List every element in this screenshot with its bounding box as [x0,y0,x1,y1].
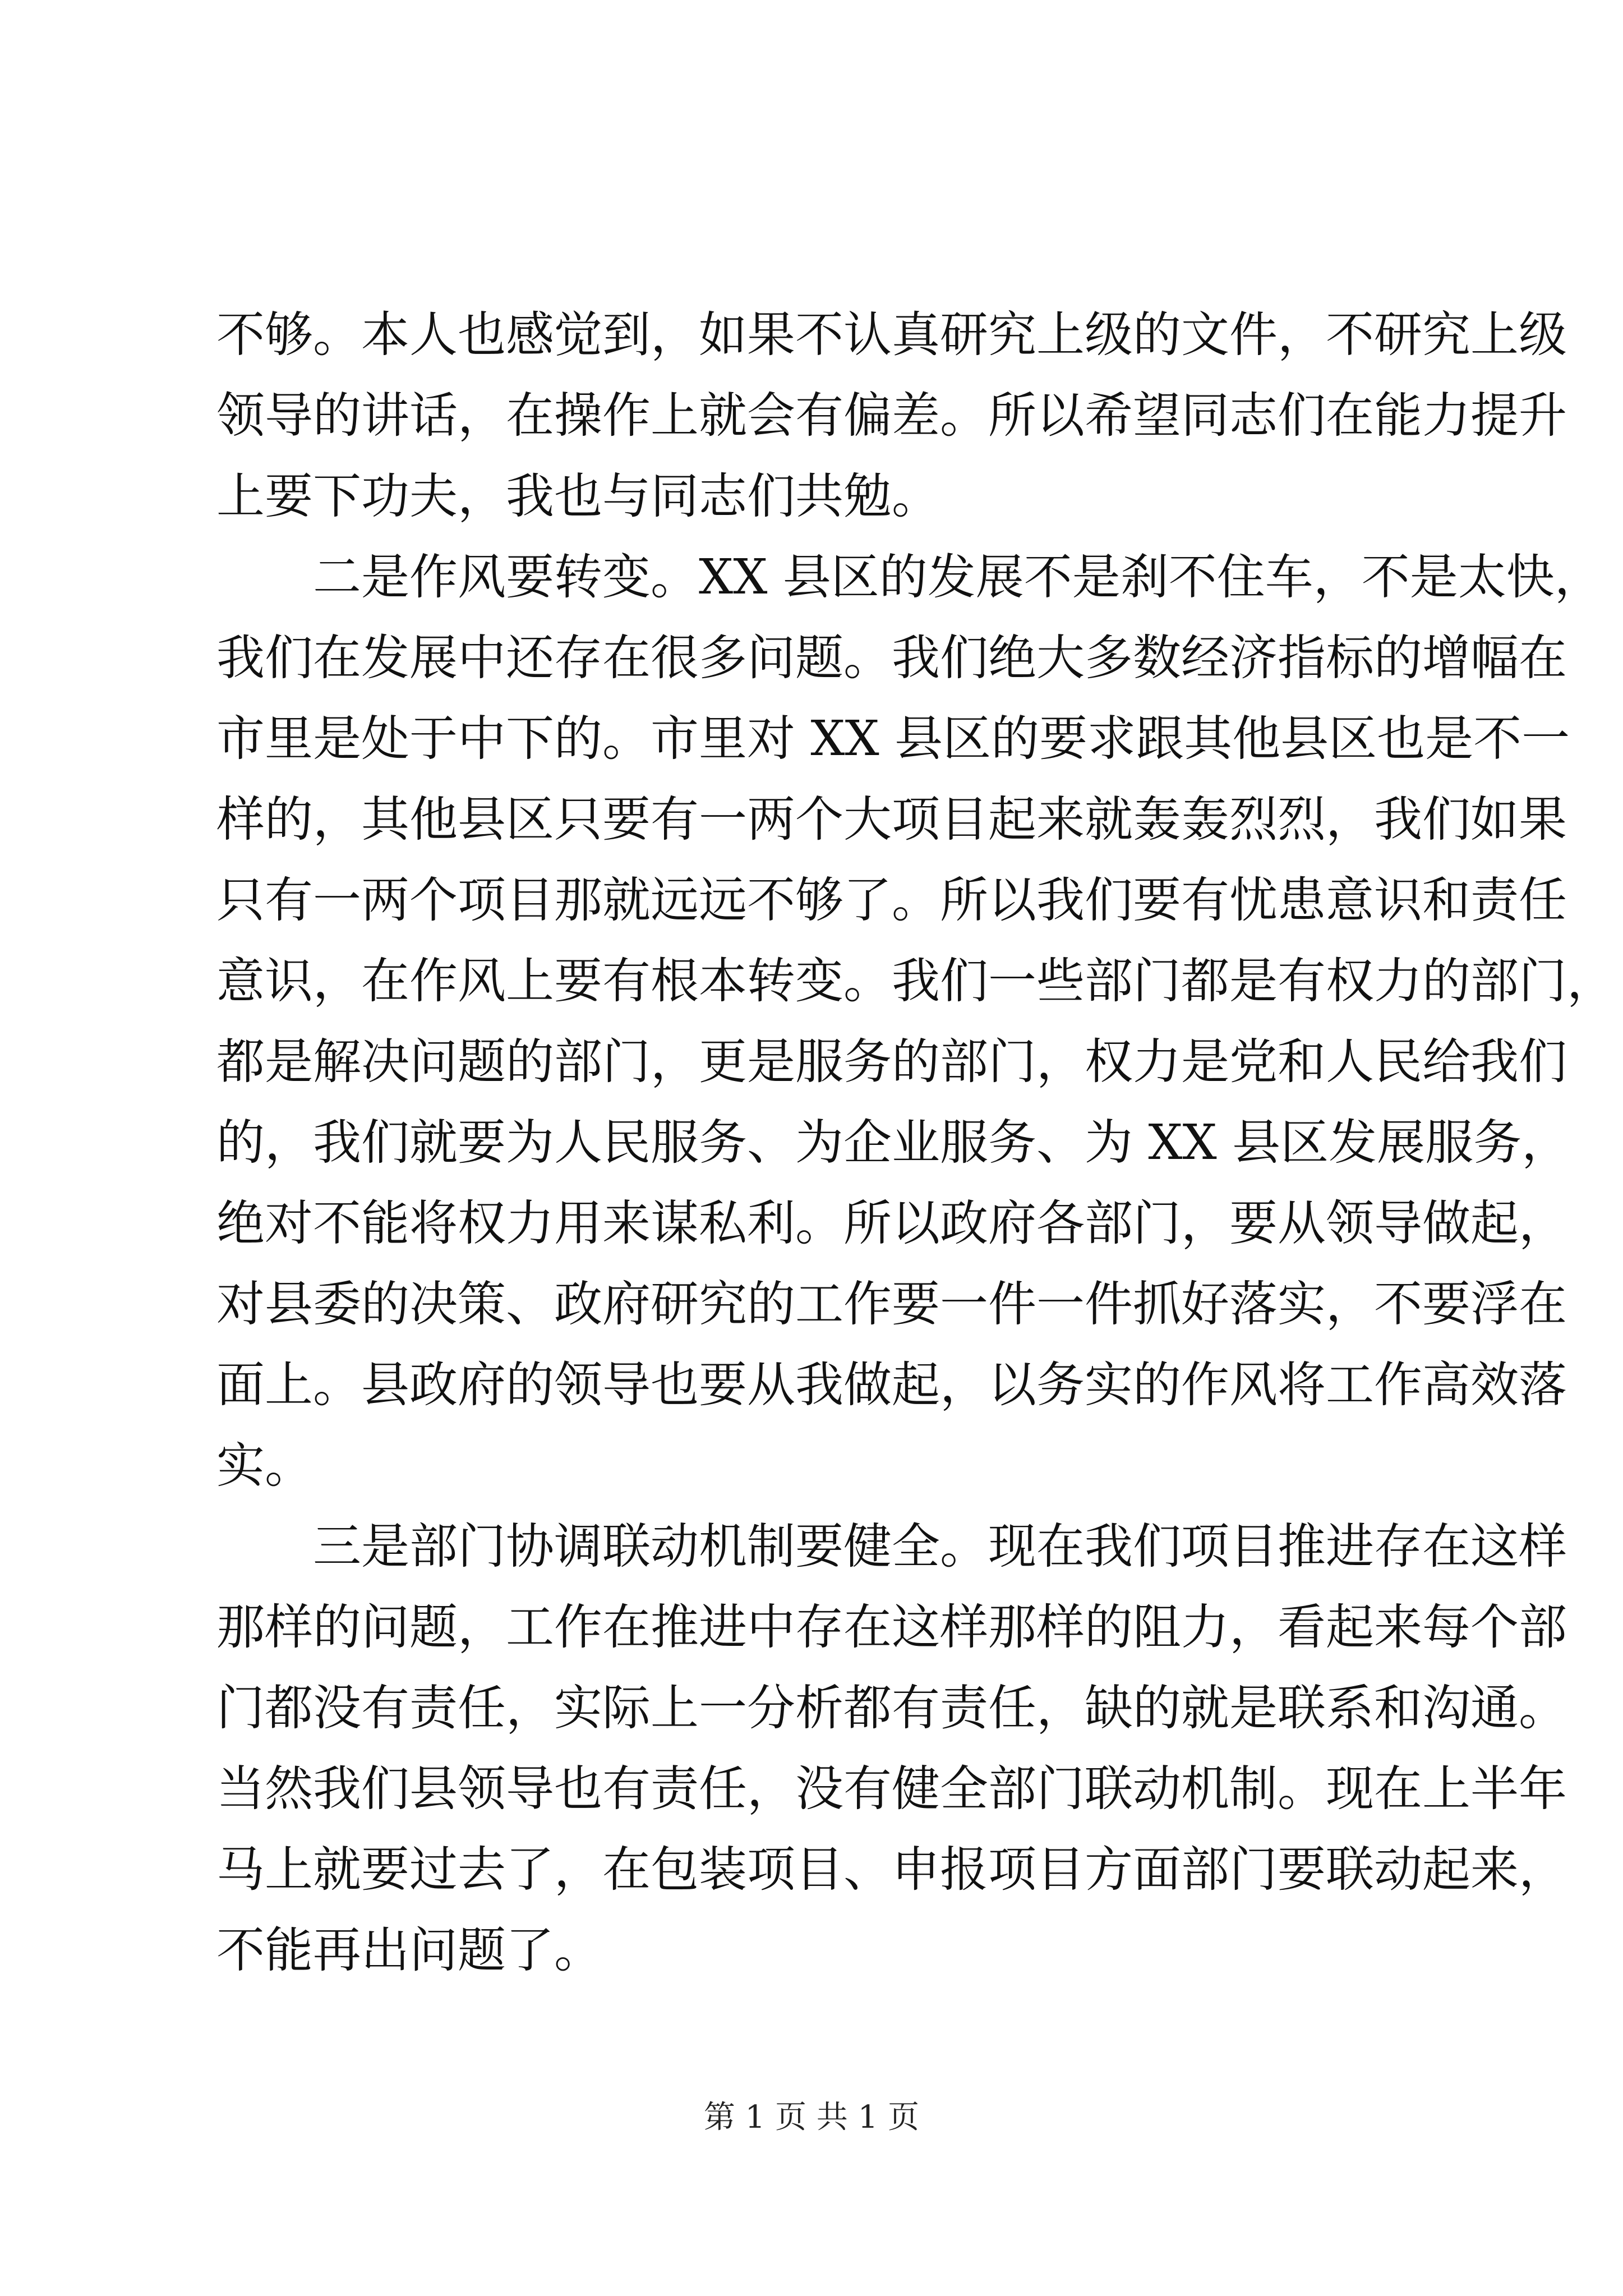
text-line: 不够。本人也感觉到，如果不认真研究上级的文件，不研究上级 [216,307,1567,363]
text-line: 样的，其他县区只要有一两个大项目起来就轰轰烈烈，我们如果 [216,792,1567,848]
text-line: 那样的问题，工作在推进中存在这样那样的阻力，看起来每个部 [216,1599,1567,1655]
text-line: 不能再出问题了。 [216,1922,602,1978]
text-line: 马上就要过去了，在包装项目、申报项目方面部门要联动起来， [216,1842,1567,1898]
text-line: 我们在发展中还存在很多问题。我们绝大多数经济指标的增幅在 [216,630,1567,686]
text-line: 都是解决问题的部门，更是服务的部门，权力是党和人民给我们 [216,1034,1567,1090]
text-line: 二是作风要转变。XX 县区的发展不是刹不住车，不是太快， [313,549,1603,605]
text-line: 领导的讲话，在操作上就会有偏差。所以希望同志们在能力提升 [216,388,1567,444]
text-line: 上要下功夫，我也与同志们共勉。 [216,468,940,524]
text-line: 只有一两个项目那就远远不够了。所以我们要有忧患意识和责任 [216,872,1567,928]
text-line: 实。 [216,1438,313,1494]
page-footer: 第 1 页 共 1 页 [703,2099,920,2136]
text-line: 对县委的决策、政府研究的工作要一件一件抓好落实，不要浮在 [216,1276,1567,1332]
text-line: 三是部门协调联动机制要健全。现在我们项目推进存在这样 [313,1519,1567,1575]
text-line: 面上。县政府的领导也要从我做起，以务实的作风将工作高效落 [216,1357,1567,1413]
text-line: 市里是处于中下的。市里对 XX 县区的要求跟其他县区也是不一 [216,711,1570,767]
text-line: 绝对不能将权力用来谋私利。所以政府各部门，要从领导做起， [216,1195,1567,1251]
body-text [216,295,1615,1991]
text-line: 门都没有责任，实际上一分析都有责任，缺的就是联系和沟通。 [216,1680,1567,1736]
text-line: 的，我们就要为人民服务、为企业服务、为 XX 县区发展服务， [216,1115,1570,1171]
text-line: 意识，在作风上要有根本转变。我们一些部门都是有权力的部门， [216,953,1615,1009]
text-line: 当然我们县领导也有责任，没有健全部门联动机制。现在上半年 [216,1761,1567,1817]
